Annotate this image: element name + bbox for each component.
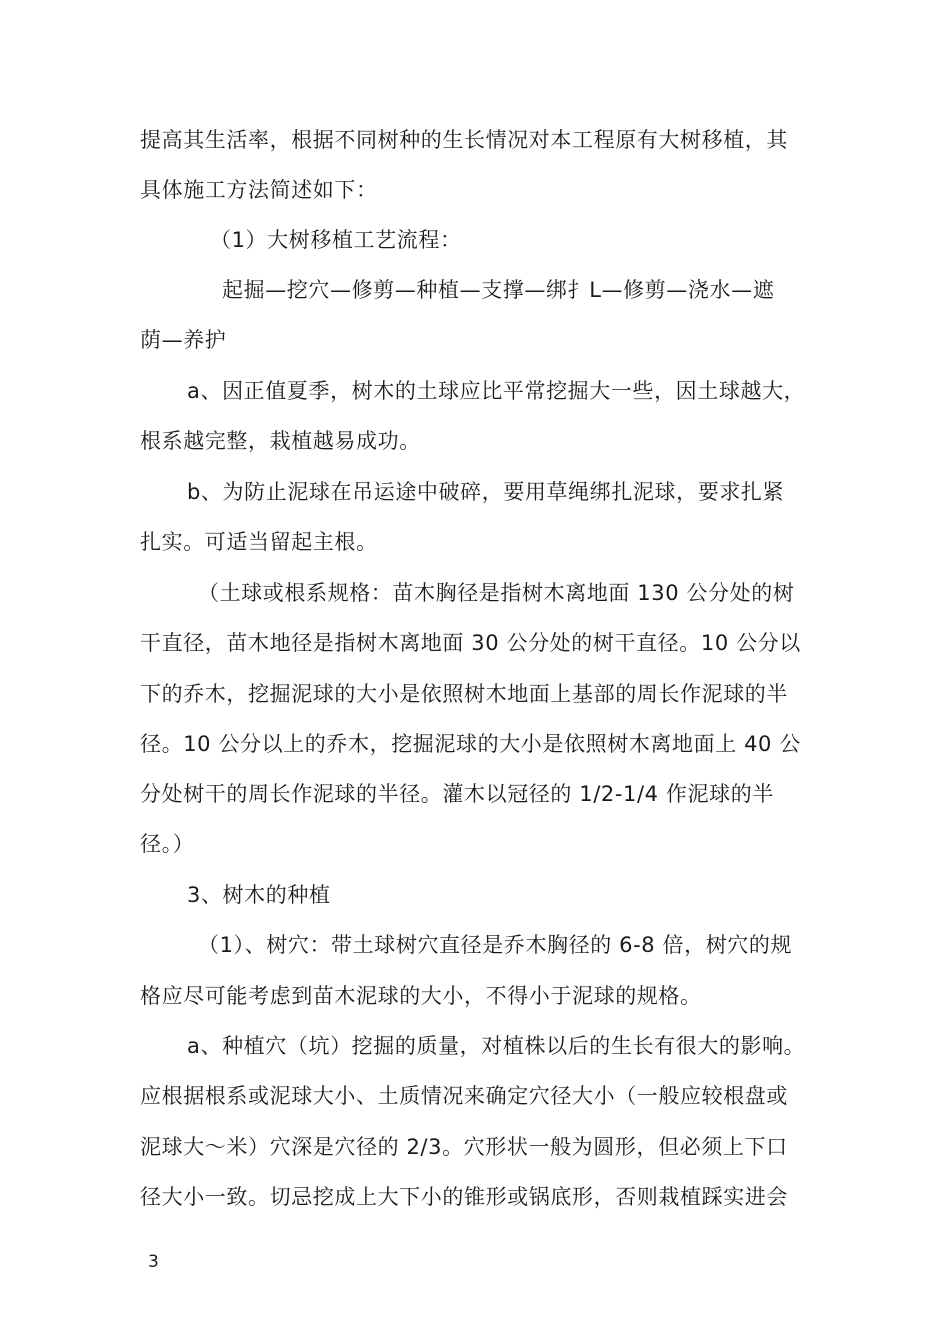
text-line: 提高其生活率，根据不同树种的生长情况对本工程原有大树移植，其 [140,128,788,152]
text-line: 荫—养护 [140,328,227,352]
text-line: 径大小一致。切忌挖成上大下小的锥形或锅底形，否则栽植踩实进会 [140,1185,788,1209]
text-line: 干直径，苗木地径是指树木离地面 30 公分处的树干直径。10 公分以 [140,631,801,655]
text-line: a、种植穴（坑）挖掘的质量，对植株以后的生长有很大的影响。 [187,1034,806,1058]
text-line: 应根据根系或泥球大小、土质情况来确定穴径大小（一般应较根盘或 [140,1084,788,1108]
text-line: 扎实。可适当留起主根。 [140,530,378,554]
text-line: b、为防止泥球在吊运途中破碎，要用草绳绑扎泥球，要求扎紧 [187,480,785,504]
text-line: 具体施工方法简述如下： [140,178,378,202]
text-line: 泥球大〜米）穴深是穴径的 2/3。穴形状一般为圆形，但必须上下口 [140,1135,788,1159]
text-line: 下的乔木，挖掘泥球的大小是依照树木地面上基部的周长作泥球的半 [140,682,788,706]
text-line: （土球或根系规格：苗木胸径是指树木离地面 130 公分处的树 [198,581,795,605]
text-line: 径。） [140,832,195,856]
section-heading: 3、树木的种植 [187,883,331,907]
text-line: 格应尽可能考虑到苗木泥球的大小，不得小于泥球的规格。 [140,984,702,1008]
text-line: 径。10 公分以上的乔木，挖掘泥球的大小是依照树木离地面上 40 公 [140,732,801,756]
text-line: a、因正值夏季，树木的土球应比平常挖掘大一些，因土球越大， [187,379,806,403]
section-heading: （1）大树移植工艺流程： [210,228,462,252]
text-line: （1）、树穴：带土球树穴直径是乔木胸径的 6-8 倍，树穴的规 [198,933,793,957]
text-line: 起掘—挖穴—修剪—种植—支撑—绑扌L—修剪—浇水—遮 [222,278,775,302]
text-line: 分处树干的周长作泥球的半径。灌木以冠径的 1/2-1/4 作泥球的半 [140,782,774,806]
page-number: 3 [148,1252,159,1272]
text-line: 根系越完整，栽植越易成功。 [140,429,421,453]
